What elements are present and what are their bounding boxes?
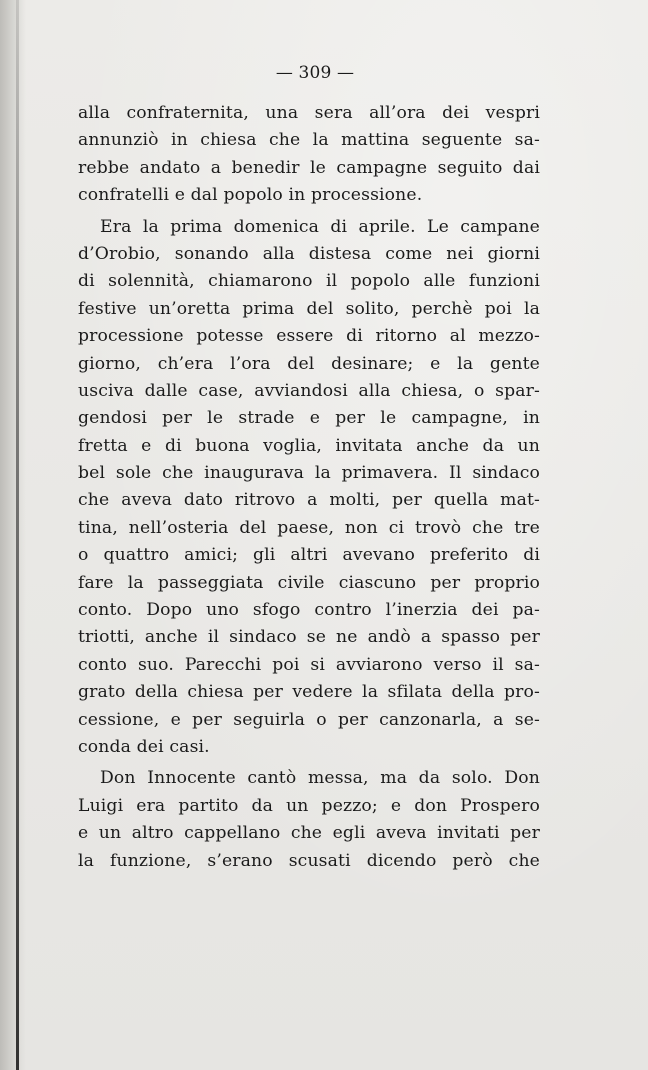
text-line: tina, nell’osteria del paese, non ci trovò che tre [78,517,540,538]
text-line: usciva dalle case, avviandosi alla chiesa, o spar- [78,380,540,401]
text-line: triotti, anche il sindaco se ne andò a spasso per [78,627,540,648]
paragraph-2 [78,214,540,762]
text-line: o quattro amici; gli altri avevano preferito di [78,545,540,566]
text-line: annunziò in chiesa che la mattina seguente sa- [78,130,540,151]
text-line: alla confraternita, una sera all’ora dei vespri [78,103,540,123]
page-binding-shadow [0,0,26,1070]
text-line: processione potesse essere di ritorno al mezzo- [78,326,540,347]
text-line: confratelli e dal popolo in processione. [78,185,423,206]
text-line: fretta e di buona voglia, invitata anche da un [78,435,540,456]
text-line: di solennità, chiamarono il popolo alle funzioni [78,271,540,292]
text-line: grato della chiesa per vedere la sfilata della pro- [78,682,540,703]
text-line: conda dei casi. [78,736,210,757]
text-line: che aveva dato ritrovo a molti, per quella mat- [78,490,540,511]
text-line: la funzione, s’erano scusati dicendo però che [78,850,540,871]
text-line: gendosi per le strade e per le campagne, in [78,408,540,429]
text-line: bel sole che inaugurava la primavera. Il sindaco [78,463,540,484]
text-line: conto suo. Parecchi poi si avviarono verso il sa- [78,654,540,675]
text-line: giorno, ch’era l’ora del desinare; e la gente [78,353,540,374]
page-text-block [78,56,540,875]
text-line: Don Innocente cantò messa, ma da solo. Don [100,768,540,789]
text-line: Luigi era partito da un pezzo; e don Prospero [78,795,540,816]
page-binding-edge [16,0,19,1070]
text-line: rebbe andato a benedir le campagne seguito dai [78,157,540,178]
text-line: festive un’oretta prima del solito, perchè poi la [78,298,540,319]
text-line: e un altro cappellano che egli aveva invitati per [78,823,540,844]
text-line: cessione, e per seguirla o per canzonarla, a se- [78,709,540,730]
paragraph-1 [78,100,540,210]
text-line: fare la passeggiata civile ciascuno per proprio [78,572,540,593]
text-line: d’Orobio, sonando alla distesa come nei giorni [78,243,540,264]
text-line: Era la prima domenica di aprile. Le campane [100,216,540,237]
paragraph-3 [78,765,540,875]
page-number: — 309 — [275,63,355,83]
text-line: conto. Dopo uno sfogo contro l’inerzia dei pa- [78,600,540,621]
